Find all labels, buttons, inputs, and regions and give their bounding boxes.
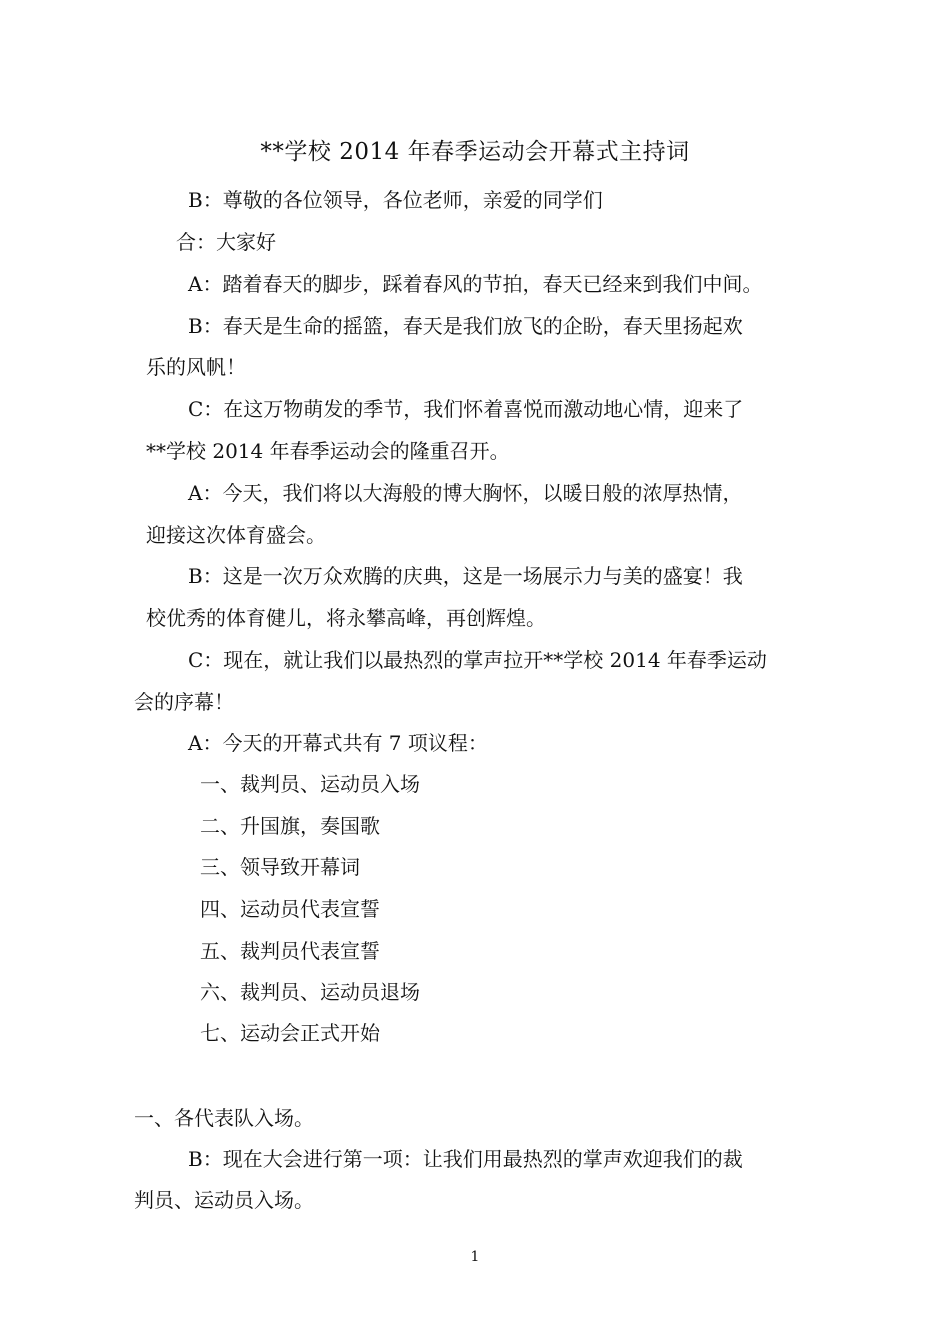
paragraph-line: 判员、运动员入场。	[134, 1188, 314, 1212]
section-heading: 一、各代表队入场。	[134, 1106, 314, 1130]
agenda-item: 二、升国旗，奏国歌	[200, 814, 380, 838]
agenda-item: 六、裁判员、运动员退场	[200, 980, 420, 1004]
paragraph-line: A：今天，我们将以大海般的博大胸怀，以暖日般的浓厚热情，	[188, 481, 743, 505]
paragraph-line: 乐的风帆！	[146, 355, 246, 379]
paragraph-line: A：踏着春天的脚步，踩着春风的节拍，春天已经来到我们中间。	[188, 272, 763, 296]
agenda-item: 七、运动会正式开始	[200, 1021, 380, 1045]
paragraph-line: 合：大家好	[176, 230, 276, 254]
paragraph-line: C：现在，就让我们以最热烈的掌声拉开**学校 2014 年春季运动	[188, 648, 767, 672]
paragraph-line: 迎接这次体育盛会。	[146, 523, 326, 547]
paragraph-line: 校优秀的体育健儿，将永攀高峰，再创辉煌。	[146, 606, 546, 630]
page-number: 1	[470, 1249, 480, 1265]
paragraph-line: B：春天是生命的摇篮，春天是我们放飞的企盼，春天里扬起欢	[188, 314, 743, 338]
paragraph-line: B：这是一次万众欢腾的庆典，这是一场展示力与美的盛宴！我	[188, 564, 743, 588]
paragraph-line: 会的序幕！	[134, 690, 234, 714]
paragraph-line: C：在这万物萌发的季节，我们怀着喜悦而激动地心情，迎来了	[188, 397, 744, 421]
agenda-item: 一、裁判员、运动员入场	[200, 772, 420, 796]
agenda-item: 四、运动员代表宣誓	[200, 897, 380, 921]
paragraph-line: B：尊敬的各位领导，各位老师，亲爱的同学们	[188, 188, 603, 212]
paragraph-line: A：今天的开幕式共有 7 项议程：	[188, 731, 488, 755]
agenda-item: 五、裁判员代表宣誓	[200, 939, 380, 963]
document-title: **学校 2014 年春季运动会开幕式主持词	[260, 139, 690, 165]
paragraph-line: **学校 2014 年春季运动会的隆重召开。	[146, 439, 510, 463]
agenda-item: 三、领导致开幕词	[200, 855, 360, 879]
paragraph-line: B：现在大会进行第一项：让我们用最热烈的掌声欢迎我们的裁	[188, 1147, 743, 1171]
